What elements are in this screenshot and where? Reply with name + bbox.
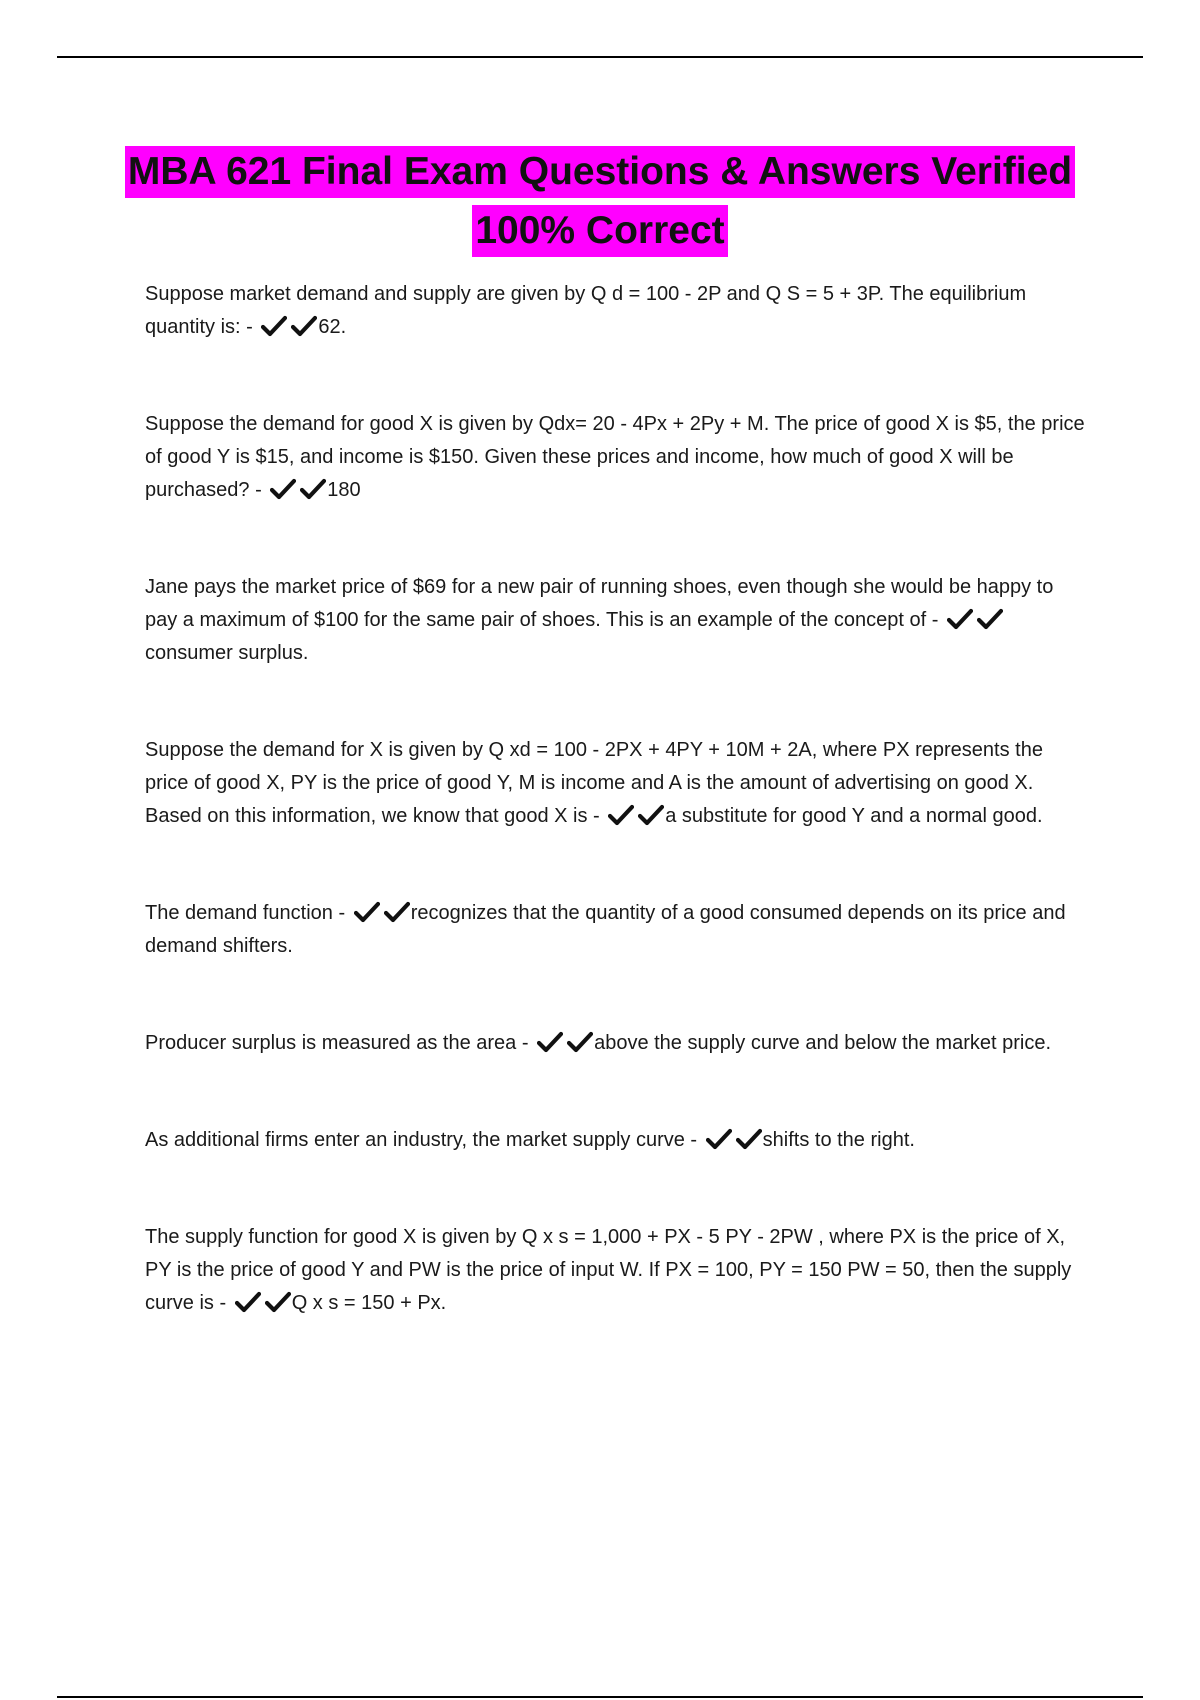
question-text: Suppose the demand for good X is given by Qdx= 20 - 4Px + 2Py + M. The price of good X is $5, the price of good Y is $15, and income is $150. Given these prices and income, how much of good X will be purchased? -: [145, 413, 1085, 501]
answer-text: consumer surplus.: [145, 642, 309, 664]
question-text: Jane pays the market price of $69 for a new pair of running shoes, even though she would be happy to pay a maximum of $100 for the same pair of shoes. This is an example of the concept of -: [145, 576, 1054, 631]
qa-item: [145, 408, 1090, 507]
checkmark-icon: [736, 1128, 762, 1150]
question-text: Producer surplus is measured as the area -: [145, 1032, 535, 1054]
checkmark-icon: [265, 1291, 291, 1313]
checkmark-icon: [354, 901, 380, 923]
qa-item: [145, 1124, 1090, 1157]
checkmark-icon: [235, 1291, 261, 1313]
qa-item: [145, 1027, 1090, 1060]
checkmark-icon: [608, 804, 634, 826]
question-text: The supply function for good X is given by Q x s = 1,000 + PX - 5 PY - 2PW , where PX is the price of X, PY is the price of good Y and PW is the price of input W. If PX = 100, PY = 150 PW = 50, then the supply curve is -: [145, 1226, 1072, 1314]
question-text: Suppose the demand for X is given by Q xd = 100 - 2PX + 4PY + 10M + 2A, where PX represents the price of good X, PY is the price of good Y, M is income and A is the amount of advertising on good X. Based on this information, we know that good X is -: [145, 739, 1043, 827]
checkmark-icon: [977, 608, 1003, 630]
answer-text: 62.: [318, 316, 347, 338]
qa-item: [145, 571, 1090, 670]
checkmark-icon: [537, 1031, 563, 1053]
answer-text: Q x s = 150 + Px.: [291, 1292, 447, 1314]
title-line-1: MBA 621 Final Exam Questions & Answers Verified: [125, 146, 1075, 198]
question-text: The demand function -: [145, 902, 351, 924]
checkmark-icon: [567, 1031, 593, 1053]
answer-text: a substitute for good Y and a normal good.: [665, 805, 1043, 827]
checkmark-icon: [947, 608, 973, 630]
checkmark-icon: [638, 804, 664, 826]
checkmark-icon: [291, 315, 317, 337]
qa-item: [145, 897, 1090, 963]
checkmark-icon: [270, 478, 296, 500]
document-title: [57, 146, 1143, 264]
question-text: As additional firms enter an industry, the market supply curve -: [145, 1129, 703, 1151]
answer-text: recognizes that the quantity of a good consumed depends on its price and demand shifters.: [145, 902, 1066, 957]
title-line-2: 100% Correct: [472, 205, 727, 257]
qa-item: [145, 734, 1090, 833]
checkmark-icon: [300, 478, 326, 500]
qa-item: [145, 278, 1090, 344]
qa-list: [145, 278, 1090, 1384]
qa-item: [145, 1221, 1090, 1320]
answer-text: 180: [327, 479, 361, 501]
checkmark-icon: [384, 901, 410, 923]
top-rule: [57, 56, 1143, 58]
answer-text: shifts to the right.: [762, 1129, 915, 1151]
checkmark-icon: [261, 315, 287, 337]
question-text: Suppose market demand and supply are given by Q d = 100 - 2P and Q S = 5 + 3P. The equilibrium quantity is: -: [145, 283, 1027, 338]
answer-text: above the supply curve and below the market price.: [594, 1032, 1052, 1054]
checkmark-icon: [706, 1128, 732, 1150]
bottom-rule: [57, 1696, 1143, 1698]
